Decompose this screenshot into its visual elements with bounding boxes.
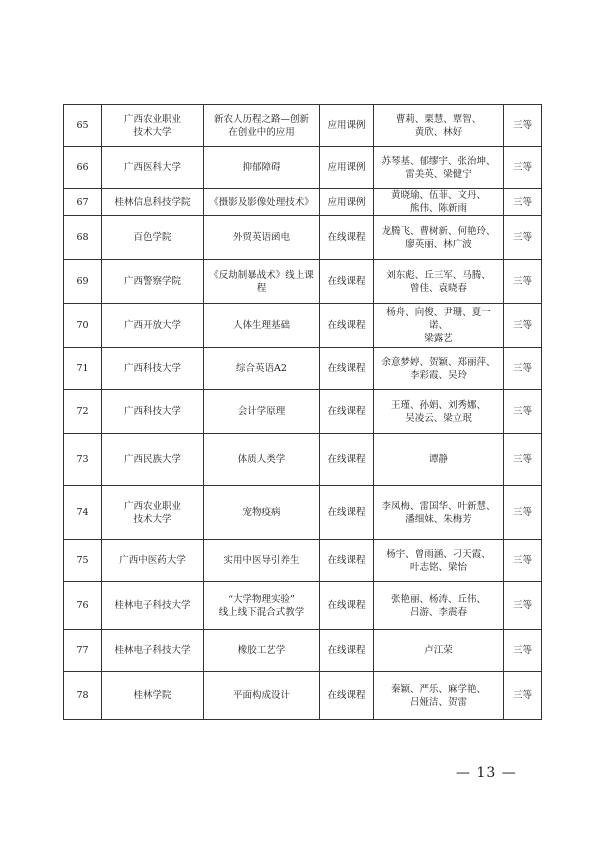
category-cell: 应用课例 (320, 147, 374, 189)
award-level-cell: 三等 (504, 216, 542, 260)
course-cell: 橡胶工艺学 (204, 630, 320, 672)
team-members-cell: 苏琴基、郁缪宇、张治坤、 雷美英、梁健宁 (374, 147, 504, 189)
award-level-cell: 三等 (504, 105, 542, 147)
category-cell: 在线课程 (320, 672, 374, 720)
course-cell: 新农人历程之路—创新 在创业中的应用 (204, 105, 320, 147)
row-number-cell: 74 (64, 486, 102, 540)
award-level-cell: 三等 (504, 348, 542, 390)
award-table (63, 104, 542, 720)
unit-cell: 广西警察学院 (102, 260, 204, 304)
team-members-cell: 刘东彪、丘三军、马腾、 曾佳、袁晓春 (374, 260, 504, 304)
category-cell: 在线课程 (320, 260, 374, 304)
row-number-cell: 76 (64, 582, 102, 630)
course-cell: 体质人类学 (204, 434, 320, 486)
category-cell: 应用课例 (320, 189, 374, 216)
row-number-cell: 72 (64, 390, 102, 434)
team-members-cell: 王瑾、孙娟、刘秀娜、 吴凌云、梁立珉 (374, 390, 504, 434)
table-row (64, 434, 542, 486)
team-members-cell: 谭静 (374, 434, 504, 486)
team-members-cell: 卢江荣 (374, 630, 504, 672)
course-cell: 综合英语A2 (204, 348, 320, 390)
award-level-cell: 三等 (504, 630, 542, 672)
course-cell: 《摄影及影像处理技术》 (204, 189, 320, 216)
award-level-cell: 三等 (504, 540, 542, 582)
category-cell: 在线课程 (320, 434, 374, 486)
course-cell: 平面构成设计 (204, 672, 320, 720)
team-members-cell: 杨宇、曾雨涵、刁天霞、 叶志铭、梁怡 (374, 540, 504, 582)
unit-cell: 广西医科大学 (102, 147, 204, 189)
award-level-cell: 三等 (504, 189, 542, 216)
category-cell: 在线课程 (320, 582, 374, 630)
team-members-cell: 张艳丽、杨涛、丘伟、 吕游、李震春 (374, 582, 504, 630)
team-members-cell: 黄晓瑜、伍菲、文丹、 熊伟、陈新雨 (374, 189, 504, 216)
row-number-cell: 65 (64, 105, 102, 147)
course-cell: 实用中医导引养生 (204, 540, 320, 582)
category-cell: 在线课程 (320, 486, 374, 540)
table-row (64, 147, 542, 189)
award-level-cell: 三等 (504, 434, 542, 486)
team-members-cell: 曹莉、栗慧、覃智、 黄欣、林好 (374, 105, 504, 147)
unit-cell: 桂林信息科技学院 (102, 189, 204, 216)
row-number-cell: 78 (64, 672, 102, 720)
unit-cell: 广西农业职业 技术大学 (102, 105, 204, 147)
row-number-cell: 69 (64, 260, 102, 304)
unit-cell: 桂林电子科技大学 (102, 630, 204, 672)
table-body (64, 105, 542, 720)
category-cell: 在线课程 (320, 540, 374, 582)
award-level-cell: 三等 (504, 486, 542, 540)
row-number-cell: 70 (64, 304, 102, 348)
category-cell: 在线课程 (320, 304, 374, 348)
table-row (64, 486, 542, 540)
unit-cell: 桂林电子科技大学 (102, 582, 204, 630)
unit-cell: 广西开放大学 (102, 304, 204, 348)
table-row (64, 216, 542, 260)
course-cell: “大学物理实验” 线上线下混合式教学 (204, 582, 320, 630)
unit-cell: 广西中医药大学 (102, 540, 204, 582)
category-cell: 在线课程 (320, 348, 374, 390)
row-number-cell: 73 (64, 434, 102, 486)
category-cell: 在线课程 (320, 630, 374, 672)
team-members-cell: 杨舟、向俊、尹珊、夏一诺、 梁露艺 (374, 304, 504, 348)
award-level-cell: 三等 (504, 582, 542, 630)
course-cell: 宠物疫病 (204, 486, 320, 540)
table-row (64, 390, 542, 434)
award-level-cell: 三等 (504, 304, 542, 348)
unit-cell: 广西科技大学 (102, 348, 204, 390)
unit-cell: 广西农业职业 技术大学 (102, 486, 204, 540)
row-number-cell: 68 (64, 216, 102, 260)
unit-cell: 桂林学院 (102, 672, 204, 720)
team-members-cell: 李凤梅、雷国华、叶新慧、 潘细妹、朱梅芳 (374, 486, 504, 540)
category-cell: 在线课程 (320, 390, 374, 434)
table-row (64, 582, 542, 630)
row-number-cell: 77 (64, 630, 102, 672)
table-row (64, 348, 542, 390)
award-level-cell: 三等 (504, 390, 542, 434)
unit-cell: 广西民族大学 (102, 434, 204, 486)
row-number-cell: 66 (64, 147, 102, 189)
row-number-cell: 71 (64, 348, 102, 390)
table-row (64, 304, 542, 348)
table-row (64, 540, 542, 582)
category-cell: 应用课例 (320, 105, 374, 147)
award-level-cell: 三等 (504, 260, 542, 304)
award-level-cell: 三等 (504, 672, 542, 720)
unit-cell: 百色学院 (102, 216, 204, 260)
table-row (64, 260, 542, 304)
course-cell: 人体生理基础 (204, 304, 320, 348)
unit-cell: 广西科技大学 (102, 390, 204, 434)
course-cell: 《反劫制暴战术》线上课程 (204, 260, 320, 304)
page-number: — 13 — (456, 765, 517, 781)
team-members-cell: 龙腾飞、曹树新、何艳玲、 廖英丽、林广波 (374, 216, 504, 260)
row-number-cell: 75 (64, 540, 102, 582)
award-level-cell: 三等 (504, 147, 542, 189)
category-cell: 在线课程 (320, 216, 374, 260)
table-row (64, 672, 542, 720)
course-cell: 外贸英语函电 (204, 216, 320, 260)
team-members-cell: 秦颖、严乐、麻学艳、 吕娅洁、贺雷 (374, 672, 504, 720)
table-row (64, 630, 542, 672)
table-row (64, 189, 542, 216)
table-row (64, 105, 542, 147)
team-members-cell: 余意梦婷、贺颖、郑丽萍、 李彩霞、吴玲 (374, 348, 504, 390)
course-cell: 会计学原理 (204, 390, 320, 434)
row-number-cell: 67 (64, 189, 102, 216)
course-cell: 抑郁障碍 (204, 147, 320, 189)
